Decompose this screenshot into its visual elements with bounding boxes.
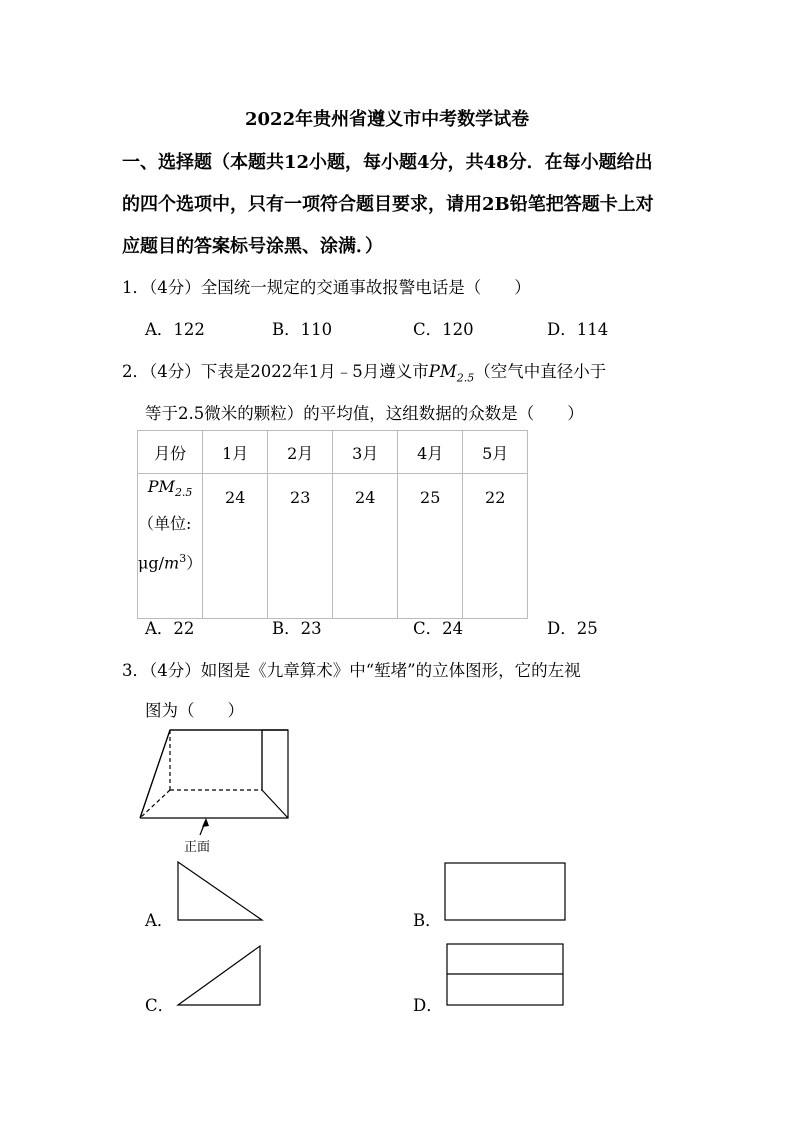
question-3-line-2: 图为（ ） (145, 701, 244, 720)
figure-label-front: 正面 (184, 840, 211, 855)
question-3-line-1: 3．（4分）如图是《九章算术》中“堑堵”的立体图形，它的左视 (122, 661, 581, 680)
q3-option-c: C． (145, 996, 175, 1015)
table-cell: 24 (203, 474, 268, 619)
table-cell: 25 (398, 474, 463, 619)
q1-option-b: B．110 (272, 320, 333, 339)
table-cell: 22 (463, 474, 528, 619)
question-1-text: 1．（4分）全国统一规定的交通事故报警电话是（ ） (122, 278, 531, 297)
q3-option-b: B． (413, 911, 442, 930)
table-header-cell: 4月 (398, 431, 463, 474)
table-cell: 23 (268, 474, 333, 619)
q2-option-c: C．24 (413, 619, 464, 638)
q1-option-c: C．120 (413, 320, 474, 339)
table-header-cell: 月份 (138, 431, 203, 474)
table-header-cell: 1月 (203, 431, 268, 474)
q2-option-b: B．23 (272, 619, 322, 638)
q1-option-a: A．122 (145, 320, 205, 339)
q2-option-a: A．22 (145, 619, 195, 638)
section-line-2: 的四个选项中，只有一项符合题目要求，请用2B铅笔把答题卡上对 (122, 194, 654, 215)
q2-option-d: D．25 (547, 619, 598, 638)
table-row-label: $PM_{2.5}$ （单位: $\mu g/m^3$） (138, 474, 203, 619)
table-header-cell: 5月 (463, 431, 528, 474)
q3-option-d: D． (413, 996, 443, 1015)
question-2-line-1: 2．（4分）下表是2022年1月﹣5月遵义市$PM_{2.5}$（空气中直径小于 (122, 362, 607, 385)
section-line-3: 应题目的答案标号涂黑、涂满．） (122, 236, 383, 257)
page-title: 2022年贵州省遵义市中考数学试卷 (245, 109, 530, 130)
table-cell: 24 (333, 474, 398, 619)
q1-option-d: D．114 (547, 320, 609, 339)
question-2-line-2: 等于2.5微米的颗粒）的平均值，这组数据的众数是（ ） (145, 404, 584, 423)
table-header-cell: 3月 (333, 431, 398, 474)
section-line-1: 一、选择题（本题共12小题，每小题4分，共48分．在每小题给出 (122, 152, 653, 173)
q3-option-a: A． (145, 911, 174, 930)
table-header-cell: 2月 (268, 431, 333, 474)
